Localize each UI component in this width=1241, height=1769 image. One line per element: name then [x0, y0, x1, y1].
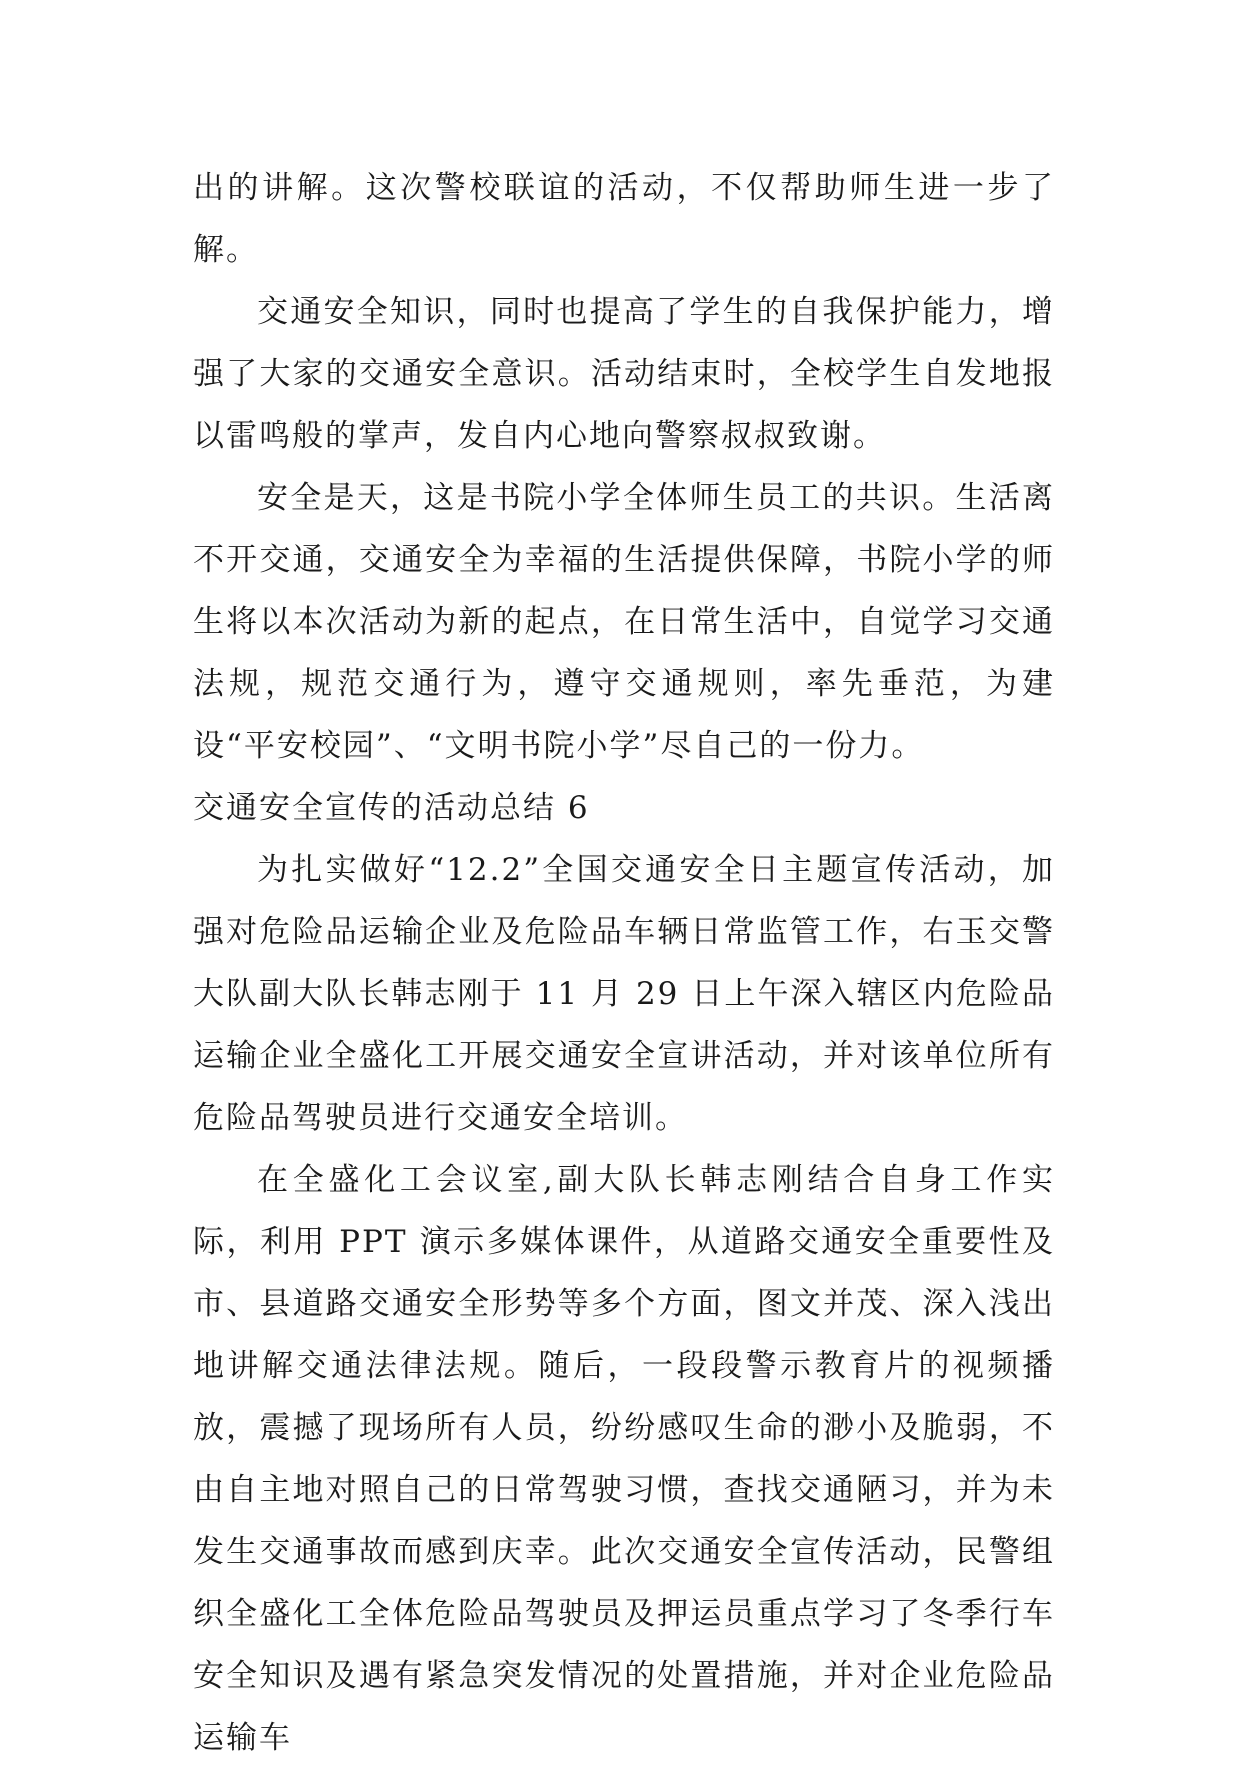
document-body	[193, 157, 1055, 1769]
paragraph: 交通安全知识，同时也提高了学生的自我保护能力，增强了大家的交通安全意识。活动结束时，全校学生自发地报以雷鸣般的掌声，发自内心地向警察叔叔致谢。	[193, 294, 1055, 454]
paragraph: 安全是天，这是书院小学全体师生员工的共识。生活离不开交通，交通安全为幸福的生活提供保障，书院小学的师生将以本次活动为新的起点，在日常生活中，自觉学习交通法规，规范交通行为，遵守交通规则，率先垂范，为建设“平安校园”、“文明书院小学”尽自己的一份力。	[193, 480, 1055, 764]
paragraph: 出的讲解。这次警校联谊的活动，不仅帮助师生进一步了解。	[193, 170, 1055, 268]
paragraph: 为扎实做好“12.2”全国交通安全日主题宣传活动，加强对危险品运输企业及危险品车辆日常监管工作，右玉交警大队副大队长韩志刚于 11 月 29 日上午深入辖区内危险品运输企业全盛化工开展交通安全宣讲活动，并对该单位所有危险品驾驶员进行交通安全培训。	[193, 852, 1055, 1136]
section-heading: 交通安全宣传的活动总结 6	[193, 790, 590, 826]
paragraph: 在全盛化工会议室,副大队长韩志刚结合自身工作实际，利用 PPT 演示多媒体课件，从道路交通安全重要性及市、县道路交通安全形势等多个方面，图文并茂、深入浅出地讲解交通法律法规。随后，一段段警示教育片的视频播放，震撼了现场所有人员，纷纷感叹生命的渺小及脆弱，不由自主地对照自己的日常驾驶习惯，查找交通陋习，并为未发生交通事故而感到庆幸。此次交通安全宣传活动，民警组织全盛化工全体危险品驾驶员及押运员重点学习了冬季行车安全知识及遇有紧急突发情况的处置措施，并对企业危险品运输车	[193, 1162, 1055, 1756]
